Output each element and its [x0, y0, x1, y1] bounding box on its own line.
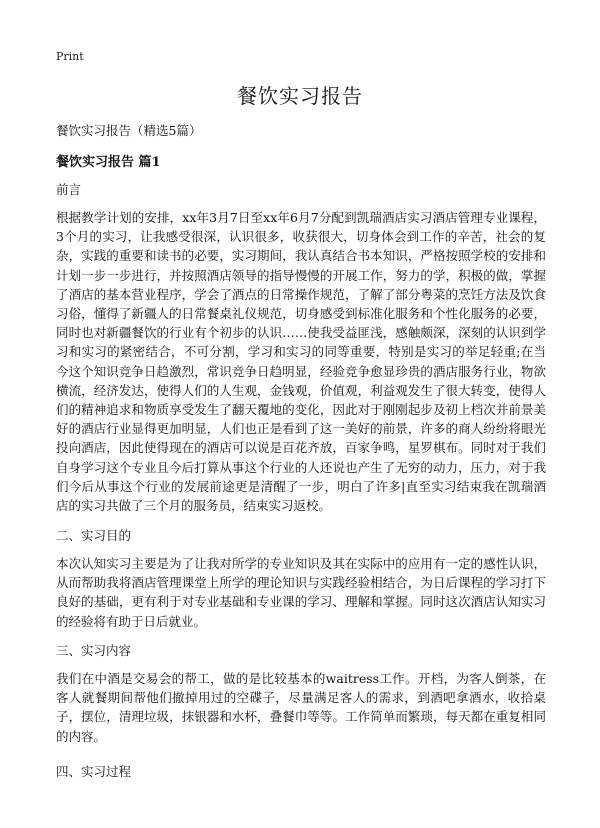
- body-paragraph-2: 本次认知实习主要是为了让我对所学的专业知识及其在实际中的应用有一定的感性认识，从而帮助我将酒店管理课堂上所学的理论知识与实践经验相结合，为日后课程的学习打下良好的基础，更有利于对专业基础和专业课的学习、理解和掌握。同时这次酒店认知实习的经验将有助于日后就业。: [56, 556, 546, 629]
- intro-heading: 前言: [56, 182, 82, 197]
- document-subtitle: 餐饮实习报告（精选5篇）: [56, 123, 202, 138]
- section-heading-content: 三、实习内容: [56, 643, 132, 658]
- page-title: 餐饮实习报告: [237, 84, 363, 108]
- print-link[interactable]: Print: [56, 50, 84, 63]
- section-title: 餐饮实习报告 篇1: [56, 155, 161, 170]
- section-heading-purpose: 二、实习目的: [56, 528, 132, 543]
- body-paragraph-1: 根据教学计划的安排，xx年3月7日至xx年6月7分配到凯瑞酒店实习酒店管理专业课程，3个月的实习，让我感受很深，认识很多，收获很大，切身体会到工作的辛苦，社会的复杂，实践的重要和读书的必要，实习期间，我认真结合书本知识，严格按照学校的安排和计划一步一步进行，并按照酒店领导的指导慢慢的开展工作，努力的学，积极的做，掌握了酒店的基本营业程序，学会了酒点的日常操作规范，了解了部分粤菜的烹饪方法及饮食习俗，懂得了新疆人的日常餐桌礼仪规范，切身感受到标准化服务和个性化服务的必要，同时也对新疆餐饮的行业有个初步的认识……使我受益匪浅，感触颇深，深刻的认识到学习和实习的紧密结合，不可分割，学习和实习的同等重要，特别是实习的举足轻重;在当今这个知识竞争日趋激烈，常识竞争日趋明显，经验竞争愈显珍贵的酒店服务行业，物欲横流，经济发达，使得人们的人生观，金钱观，价值观，利益观发生了很大转变，使得人们的精神追求和物质享受发生了翻天覆地的变化，因此对于刚刚起步及初上档次并前景美好的酒店行业显得更加明显，人们也正是看到了这一美好的前景，许多的商人纷纷将眼光投向酒店，因此使得现在的酒店可以说是百花齐放，百家争鸣，星罗棋布。同时对于我们自身学习这个专业且今后打算从事这个行业的人还说也产生了无穷的动力，压力，对于我们今后从事这个行业的发展前途更是清醒了一步，明白了许多|直至实习结束我在凯瑞酒店的实习共做了三个月的服务员，结束实习返校。: [56, 210, 546, 514]
- body-paragraph-3: 我们在中酒是交易会的帮工，做的是比较基本的waitress工作。开档，为客人倒茶，在客人就餐期间帮他们撤掉用过的空碟子，尽量满足客人的需求，到酒吧拿酒水，收拾桌子，摆位，清理垃圾，抹银器和水杯，叠餐巾等等。工作简单而繁琐，每天都在重复相同的内容。: [56, 671, 546, 744]
- section-heading-process: 四、实习过程: [56, 764, 132, 779]
